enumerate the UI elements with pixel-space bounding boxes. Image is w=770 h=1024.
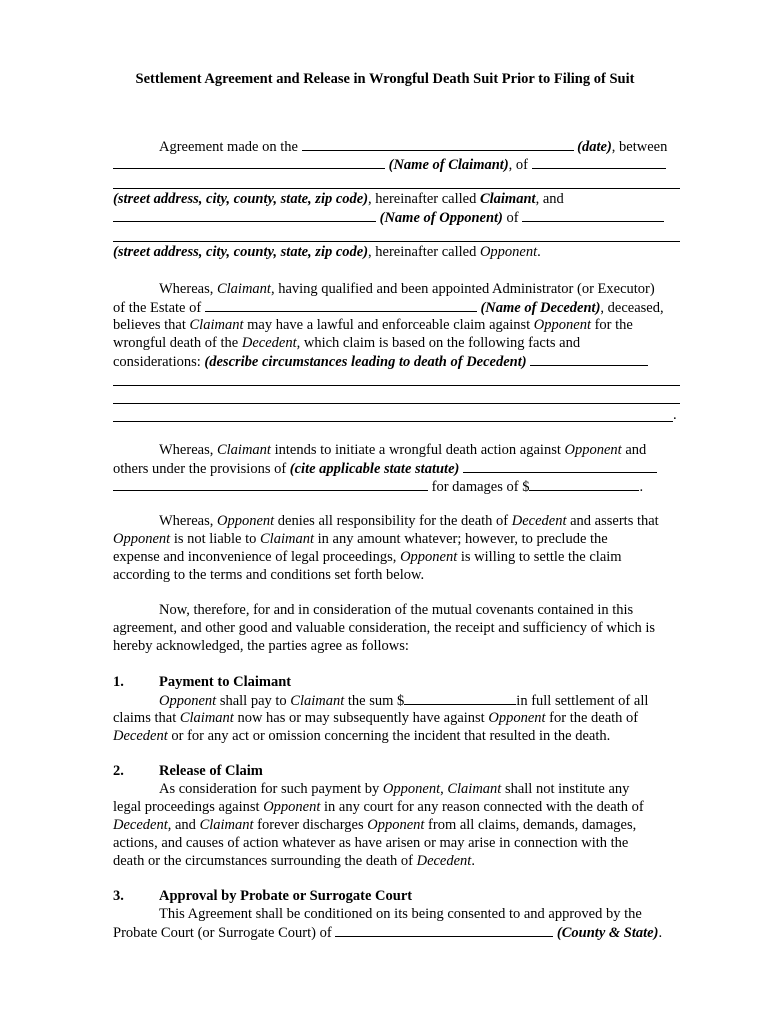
- claimant-name-field[interactable]: [113, 155, 385, 169]
- now-line-3: hereby acknowledged, the parties agree as follows:: [113, 638, 409, 654]
- section-1-number: 1.: [113, 674, 124, 690]
- whereas1-line-1: Whereas, Claimant, having qualified and been appointed Administrator (or Executor): [159, 281, 655, 297]
- s3-line-2: Probate Court (or Surrogate Court) of (County & State).: [113, 925, 663, 941]
- whereas3-line-2: Opponent is not liable to Claimant in any amount whatever; however, to preclude the: [113, 531, 608, 547]
- s2-line-4: actions, and causes of action whatever as have arisen or may arise in connection with the: [113, 835, 629, 851]
- s1-line-2: claims that Claimant now has or may subsequently have against Opponent for the death of: [113, 710, 639, 726]
- opponent-address-line[interactable]: [113, 241, 680, 242]
- now-line-1: Now, therefore, for and in consideration of the mutual covenants contained in this: [159, 602, 634, 618]
- s2-line-5: death or the circumstances surrounding the death of Decedent.: [113, 853, 475, 869]
- county-state-field[interactable]: [335, 923, 553, 937]
- whereas3-line-4: according to the terms and conditions set forth below.: [113, 567, 425, 583]
- circumstances-line-4[interactable]: [113, 421, 673, 422]
- circumstances-line-3[interactable]: [113, 403, 680, 404]
- date-field[interactable]: [302, 137, 574, 151]
- whereas3-line-1: Whereas, Opponent denies all responsibility for the death of Decedent and asserts that: [159, 513, 659, 529]
- s1-line-3: Decedent or for any act or omission concerning the incident that resulted in the death.: [113, 728, 611, 744]
- intro-line-4: (Name of Opponent) of: [113, 208, 680, 226]
- s3-line-1: This Agreement shall be conditioned on its being consented to and approved by the: [159, 906, 642, 922]
- section-1-heading: Payment to Claimant: [159, 674, 292, 690]
- circumstances-end: .: [673, 407, 677, 423]
- decedent-name-field[interactable]: [205, 298, 477, 312]
- settlement-sum-field[interactable]: [404, 691, 516, 705]
- section-2-number: 2.: [113, 763, 124, 779]
- statute-field[interactable]: [463, 459, 657, 473]
- s2-line-3: Decedent, and Claimant forever discharges Opponent from all claims, demands, damages,: [113, 817, 637, 833]
- opponent-name-field[interactable]: [113, 208, 376, 222]
- whereas1-line-4: wrongful death of the Decedent, which claim is based on the following facts and: [113, 335, 581, 351]
- damages-amount-field[interactable]: [529, 477, 639, 491]
- s2-line-1: As consideration for such payment by Opponent, Claimant shall not institute any: [159, 781, 630, 797]
- s1-line-1: Opponent shall pay to Claimant the sum $ in full settlement of all: [159, 693, 649, 709]
- whereas1-line-3: believes that Claimant may have a lawful and enforceable claim against Opponent for the: [113, 317, 633, 333]
- circumstances-field[interactable]: [530, 352, 648, 366]
- claimant-address-line[interactable]: [113, 188, 680, 189]
- section-3-heading: Approval by Probate or Surrogate Court: [159, 888, 413, 904]
- opponent-address-field[interactable]: [522, 208, 664, 222]
- intro-line-1: Agreement made on the (date), between: [159, 139, 668, 155]
- whereas1-line-2: of the Estate of (Name of Decedent), deceased,: [113, 300, 664, 316]
- whereas1-line-5: considerations: (describe circumstances leading to death of Decedent): [113, 352, 680, 370]
- section-2-heading: Release of Claim: [159, 763, 263, 779]
- intro-line-5: (street address, city, county, state, zip code), hereinafter called Opponent.: [113, 244, 541, 260]
- whereas2-line-3: for damages of $ .: [113, 477, 680, 495]
- claimant-address-field[interactable]: [532, 155, 666, 169]
- intro-line-2: (Name of Claimant), of: [113, 155, 680, 173]
- whereas2-line-2: others under the provisions of (cite applicable state statute): [113, 459, 680, 477]
- now-line-2: agreement, and other good and valuable consideration, the receipt and sufficiency of which is: [113, 620, 656, 636]
- whereas3-line-3: expense and inconvenience of legal proceedings, Opponent is willing to settle the claim: [113, 549, 622, 565]
- whereas2-line-1: Whereas, Claimant intends to initiate a wrongful death action against Opponent and: [159, 442, 647, 458]
- section-3-number: 3.: [113, 888, 124, 904]
- s2-line-2: legal proceedings against Opponent in any court for any reason connected with the death of: [113, 799, 644, 815]
- intro-line-3: (street address, city, county, state, zip code), hereinafter called Claimant, and: [113, 191, 564, 207]
- circumstances-line-2[interactable]: [113, 385, 680, 386]
- document-title: Settlement Agreement and Release in Wrongful Death Suit Prior to Filing of Suit: [135, 71, 635, 87]
- statute-field-cont[interactable]: [113, 477, 428, 491]
